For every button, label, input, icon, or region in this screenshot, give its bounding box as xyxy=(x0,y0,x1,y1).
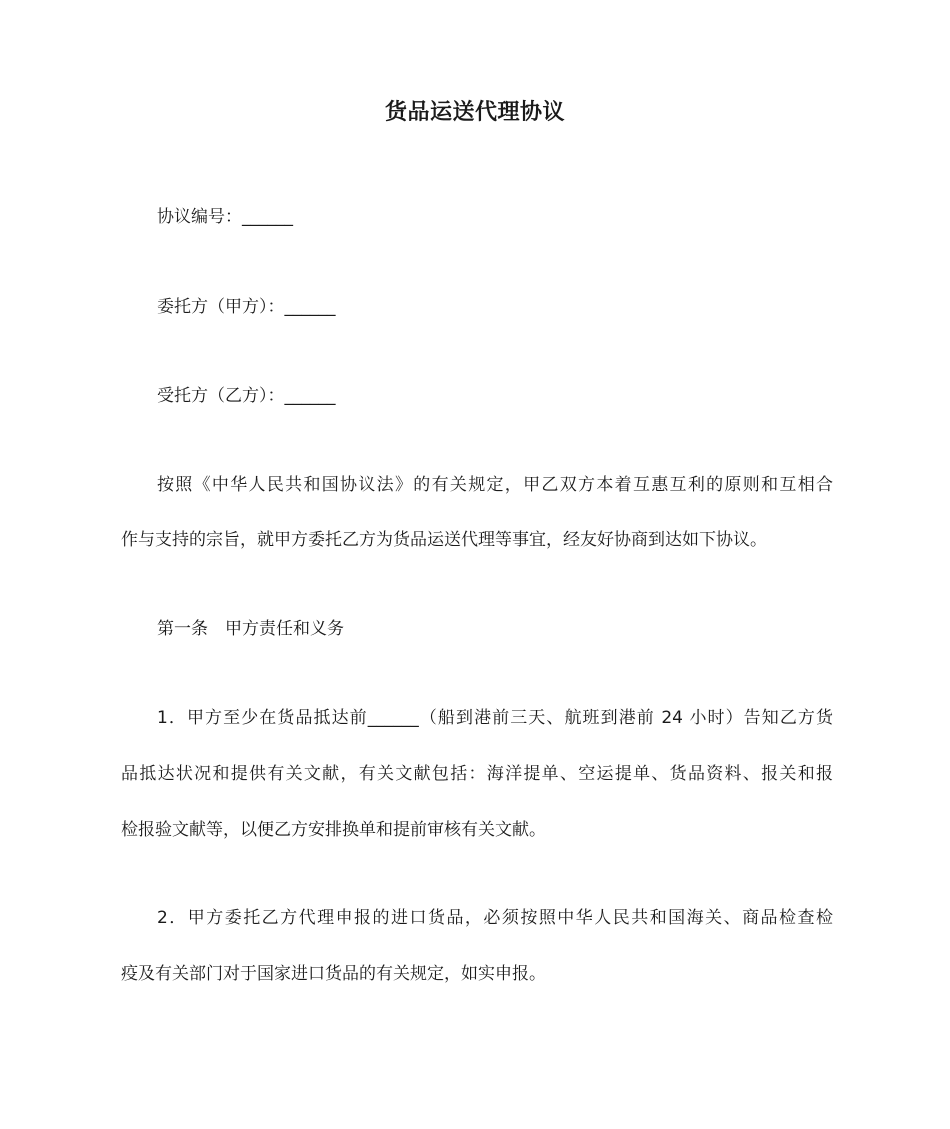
article-1-heading: 第一条 甲方责任和义务 xyxy=(157,619,344,639)
party-a-field: 委托方（甲方）：______ xyxy=(157,297,336,317)
article-1-item-2-line-2: 疫及有关部门对于国家进口货品的有关规定，如实申报。 xyxy=(121,964,546,984)
preamble-line-2: 作与支持的宗旨，就甲方委托乙方为货品运送代理等事宜，经友好协商到达如下协议。 xyxy=(121,530,767,550)
article-1-item-2-line-1: 2．甲方委托乙方代理申报的进口货品，必须按照中华人民共和国海关、商品检查检 xyxy=(157,908,833,928)
party-b-field: 受托方（乙方）：______ xyxy=(157,386,336,406)
article-1-item-1-line-2: 品抵达状况和提供有关文献，有关文献包括：海洋提单、空运提单、货品资料、报关和报 xyxy=(121,764,833,784)
agreement-number-field: 协议编号：______ xyxy=(157,207,293,227)
article-1-item-1-line-1: 1．甲方至少在货品抵达前______（船到港前三天、航班到港前 24 小时）告知乙方货 xyxy=(157,708,833,728)
article-1-item-1-line-3: 检报验文献等，以便乙方安排换单和提前审核有关文献。 xyxy=(121,820,546,840)
document-title: 货品运送代理协议 xyxy=(384,100,565,125)
preamble-line-1: 按照《中华人民共和国协议法》的有关规定，甲乙双方本着互惠互利的原则和互相合 xyxy=(157,475,833,495)
